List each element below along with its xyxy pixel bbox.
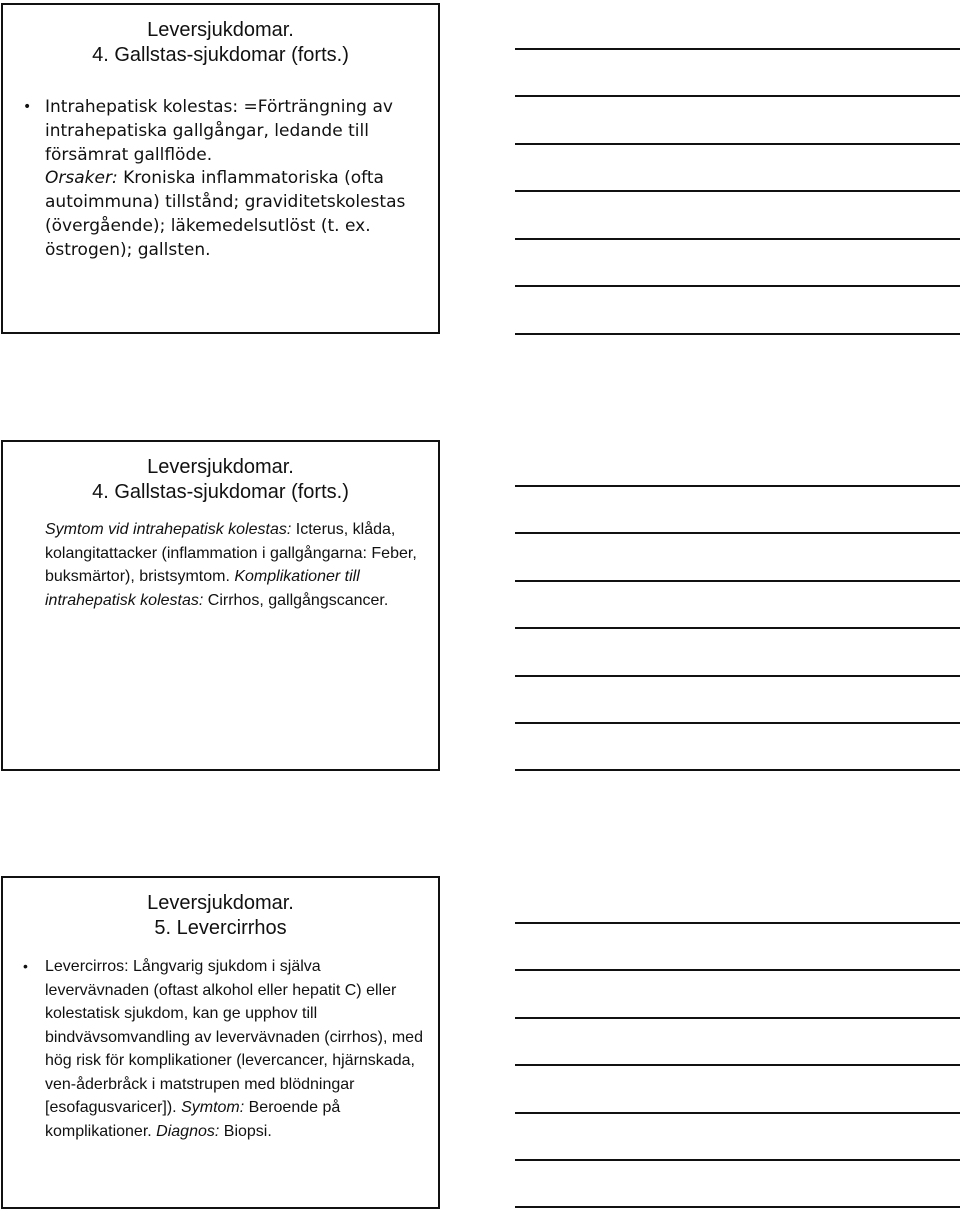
note-line (515, 627, 960, 629)
slide-3-title-line2: 5. Levercirrhos (154, 917, 287, 939)
slide-1-paragraph-2 (23, 167, 428, 262)
note-line (515, 580, 960, 582)
slide-2-symptoms-label: Symtom vid intrahepatisk kolestas: (45, 521, 292, 538)
slide-1-title-line1: Leversjukdomar. (147, 19, 294, 41)
slide-1-causes-text: Kroniska inflammatoriska (ofta autoimmuna) tillstånd; graviditetskolestas (övergående); läkemedelsutlöst (t. ex. östrogen); gallsten. (45, 168, 406, 260)
note-line (515, 238, 960, 240)
slide-1 (1, 3, 440, 334)
slide-2-body (45, 518, 424, 612)
note-line (515, 722, 960, 724)
bullet-icon: • (23, 958, 28, 974)
slide-3-body (23, 955, 424, 1143)
note-line (515, 48, 960, 50)
note-line (515, 143, 960, 145)
note-line (515, 922, 960, 924)
note-line (515, 532, 960, 534)
note-line (515, 485, 960, 487)
slide-1-title (3, 18, 438, 68)
slide-1-causes-label: Orsaker: (45, 168, 118, 189)
note-line (515, 333, 960, 335)
slide-1-paragraph-1: Intrahepatisk kolestas: =Förträngning av intrahepatiska gallgångar, ledande till försämrat gallflöde. (45, 97, 393, 165)
slide-2-complications-text: Cirrhos, gallgångscancer. (203, 591, 389, 609)
slide-2-title-line2: 4. Gallstas-sjukdomar (forts.) (92, 481, 349, 503)
slide-3-title-line1: Leversjukdomar. (147, 892, 294, 914)
bullet-icon: • (23, 99, 32, 115)
slide-1-title-line2: 4. Gallstas-sjukdomar (forts.) (92, 44, 349, 66)
slide-3-paragraph (23, 955, 424, 1143)
note-line (515, 190, 960, 192)
note-line (515, 1206, 960, 1208)
note-line (515, 1064, 960, 1066)
note-line (515, 1112, 960, 1114)
slide-2-symptoms-text: Icterus, klåda, kolangitattacker (inflammation i gallgångarna: Feber, buksmärtor), bristsymtom. (45, 521, 417, 585)
note-line (515, 1017, 960, 1019)
slide-1-body (23, 96, 428, 263)
note-line (515, 969, 960, 971)
slide-3-symptoms-label: Symtom: (181, 1099, 245, 1116)
slide-3-cirrhosis-text: Levercirros: Långvarig sjukdom i själva levervävnaden (oftast alkohol eller hepatit C) eller kolestatisk sjukdom, kan ge upphov till bindvävsomvandling av levervävnaden (cirrhos), med hög risk för komplikationer (levercancer, hjärnskada, ven-åderbråck i matstrupen med blödningar [esofagusvaricer]). (45, 958, 423, 1116)
slide-2-title-line1: Leversjukdomar. (147, 456, 294, 478)
note-line (515, 675, 960, 677)
slide-2-title (3, 455, 438, 505)
note-line (515, 769, 960, 771)
slide-3-symptoms-text: Beroende på komplikationer. (45, 1099, 341, 1140)
slide-3 (1, 876, 440, 1209)
slide-3-diagnosis-label: Diagnos: (156, 1122, 220, 1140)
slide-3-diagnosis-text: Biopsi. (219, 1122, 272, 1140)
note-line (515, 285, 960, 287)
slide-2-complications-label: Komplikationer till intrahepatisk kolestas: (45, 568, 360, 609)
slide-2-paragraph (45, 521, 417, 609)
note-line (515, 95, 960, 97)
slide-3-title (3, 891, 438, 941)
slide-2 (1, 440, 440, 771)
note-line (515, 1159, 960, 1161)
